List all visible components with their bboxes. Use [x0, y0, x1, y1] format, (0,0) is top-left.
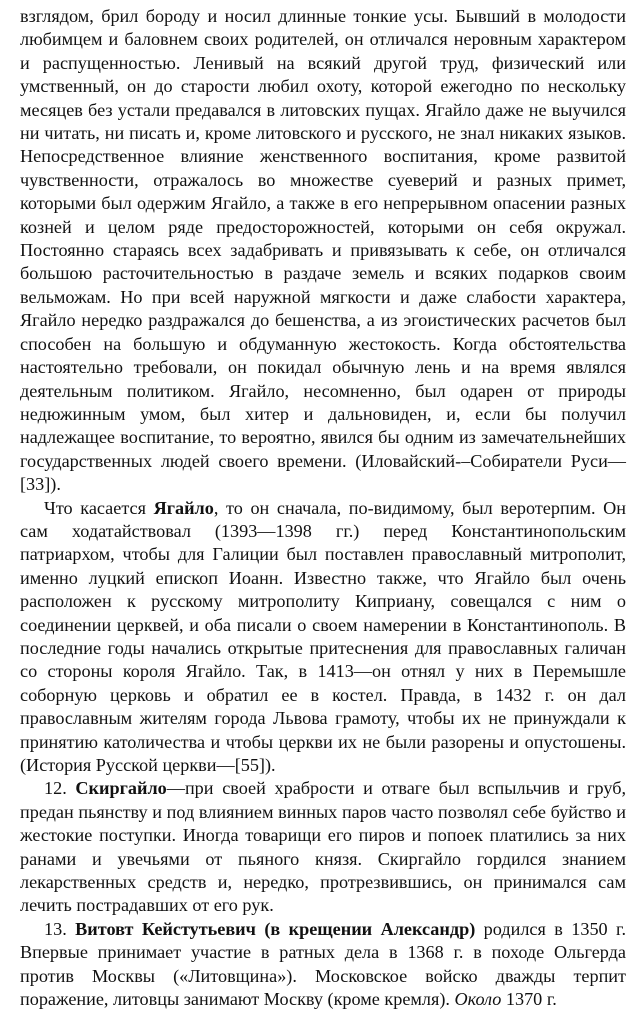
- paragraph-text: Что касается: [44, 497, 154, 518]
- paragraph-text: —при своей храбрости и отваге был вспыльчив и груб, предан пьянству и под влиянием винных паров часто позволял себе буйство и жестокие поступки. Иногда товарищи его пиров и попоек платились за них ранами и увечьями от пьяного князя. Скиргайло гордился знанием лекарственных средств и, нередко, протрезвившись, он принимался сам лечить пострадавших от его рук.: [20, 778, 626, 916]
- bold-name-vytautas: Витовт Кейстутьевич (в крещении Александр): [75, 918, 476, 939]
- paragraph-text: 1370 г.: [501, 989, 557, 1010]
- paragraph-vytautas: [20, 918, 626, 1011]
- paragraph-description-of-jagiello: [20, 5, 626, 497]
- paragraph-text: родился в 1350 г. Впервые принимает участие в ратных дела в 1368 г. в походе Ольгерда против Москвы («Литовщина»). Московское войско дважды терпит поражение, литовцы занимают Москву (кроме кремля).: [20, 918, 626, 1010]
- paragraph-jagiello-religion: [20, 497, 626, 778]
- italic-word: Около: [454, 989, 502, 1010]
- bold-name-skirgaila: Скиргайло: [75, 778, 167, 799]
- paragraph-text: , то он сначала, по-видимому, был веротерпим. Он сам ходатайствовал (1393—1398 гг.) перед Константинопольским патриархом, чтобы для Галиции был поставлен православный митрополит, именно луцкий епископ Иоанн. Известно также, что Ягайло был очень расположен к русскому митрополиту Киприану, совещался с ним о соединении церквей, и оба писали о своем намерении в Константинополь. В последние годы начались открытые притеснения для православных галичан со стороны короля Ягайло. Так, в 1413—он отнял у них в Перемышле соборную церковь и обратил ее в костел. Правда, в 1432 г. он дал православным жителям города Львова грамоту, чтобы их не принуждали к принятию католичества и чтобы церкви их не были разорены и опустошены. (История Русской церкви—[55]).: [20, 497, 626, 775]
- item-number: 13.: [44, 918, 76, 939]
- item-number: 12.: [44, 778, 76, 799]
- document-page: [20, 5, 626, 1011]
- paragraph-text: взглядом, брил бороду и носил длинные тонкие усы. Бывший в молодости любимцем и баловнем своих родителей, он отличался неровным характером и распущенностью. Ленивый на всякий другой труд, физический или умственный, он до старости любил охоту, которой ежегодно по нескольку месяцев без устали предавался в литовских пущах. Ягайло даже не выучился ни читать, ни писать и, кроме литовского и русского, не знал никаких языков. Непосредственное влияние женственного воспитания, кроме развитой чувственности, отражалось во множестве суеверий и разных примет, которыми был одержим Ягайло, а также в его непрерывном опасении разных козней и целом ряде предосторожностей, которыми он себя окружал. Постоянно стараясь всех задабривать и привязывать к себе, он отличался большою расточительностью в раздаче земель и всяких подарков своим вельможам. Но при всей наружной мягкости и даже слабости характера, Ягайло нередко раздражался до бешенства, а из эгоистических расчетов был способен на большую и обдуманную жестокость. Когда обстоятельства настоятельно требовали, он покидал обычную лень и на время являлся деятельным политиком. Ягайло, несомненно, был одарен от природы недюжинным умом, был хитер и дальновиден, и, если бы получил надлежащее воспитание, то вероятно, явился бы одним из замечательнейших государственных людей своего времени. (Иловайский-–Собиратели Руси—[33]).: [20, 6, 626, 495]
- paragraph-skirgaila: [20, 777, 626, 917]
- bold-name-jagiello: Ягайло: [153, 497, 214, 518]
